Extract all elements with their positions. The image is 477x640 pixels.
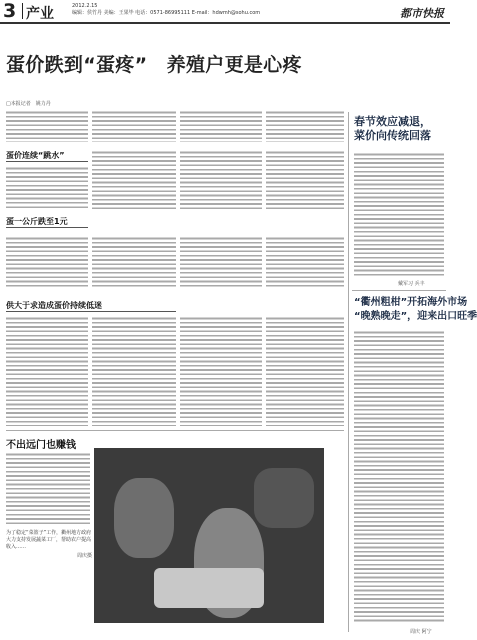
subhead-oversupply: 供大于求造成蛋价持续低迷 (6, 301, 102, 310)
subhead-price-drop: 蛋价连续“跳水” (6, 151, 65, 160)
body-text (6, 236, 88, 288)
subhead-underline (6, 311, 176, 312)
body-text (266, 150, 344, 210)
body-text (92, 316, 176, 426)
right-article-author-1: 戴军习 兵丰 (398, 281, 425, 287)
issue-date: 2012.2.15 (72, 3, 98, 9)
body-text (266, 236, 344, 288)
page-number: 3 (3, 0, 17, 22)
body-text (266, 316, 344, 426)
body-text (92, 150, 176, 210)
photo-caption (6, 530, 92, 560)
right-article-title-2a: “衢州粗柑”开拓海外市场 (354, 297, 468, 308)
subhead-underline (6, 227, 88, 228)
subhead-earn-at-home: 不出远门也赚钱 (6, 440, 76, 451)
body-text (354, 152, 444, 276)
photo-figure (254, 468, 314, 528)
photo-egg-tray (154, 568, 264, 608)
subhead-one-yuan: 蛋一公斤跌至1元 (6, 217, 68, 226)
right-article-title-1b: 菜价向传统回落 (354, 129, 431, 142)
body-text (180, 150, 262, 210)
editor-contact: 编辑：侯竹丹 美编：王果毕 电话：0571-86995111 E-mail：hdwmh@sohu.com (72, 10, 261, 16)
section-divider (6, 430, 344, 431)
body-text (6, 110, 88, 142)
body-text (6, 452, 90, 526)
right-article-title-2b: “晚熟晚走”，迎来出口旺季 (354, 311, 477, 322)
right-article-title-1a: 春节效应减退， (354, 115, 431, 128)
body-text (92, 236, 176, 288)
page-header (0, 0, 450, 24)
news-photo (94, 448, 324, 623)
body-text (354, 330, 444, 624)
body-text (6, 166, 88, 210)
header-info (72, 3, 260, 17)
caption-author: 周庆摄 (76, 553, 92, 559)
body-text (266, 110, 344, 142)
body-text (92, 110, 176, 142)
photo-figure (114, 478, 174, 558)
caption-text: 为了稳定“菜篮子”工作，衢州地方政府大力支持发展蔬菜工厂，帮助农户提高收入…… (6, 530, 92, 550)
header-divider (22, 3, 23, 19)
subhead-underline (6, 161, 88, 162)
byline: □本报记者 姚力丹 (6, 101, 51, 107)
main-headline: 蛋价跌到“蛋疼” 养殖户更是心疼 (6, 54, 302, 76)
section-name: 产业 (26, 6, 54, 22)
body-text (180, 316, 262, 426)
body-text (6, 316, 88, 426)
right-article-author-2: 周庆 阿宁 (410, 629, 432, 635)
newspaper-logo: 都市快报 (400, 7, 444, 20)
body-text (180, 110, 262, 142)
column-rule (348, 112, 349, 632)
section-divider (352, 290, 446, 291)
body-text (180, 236, 262, 288)
